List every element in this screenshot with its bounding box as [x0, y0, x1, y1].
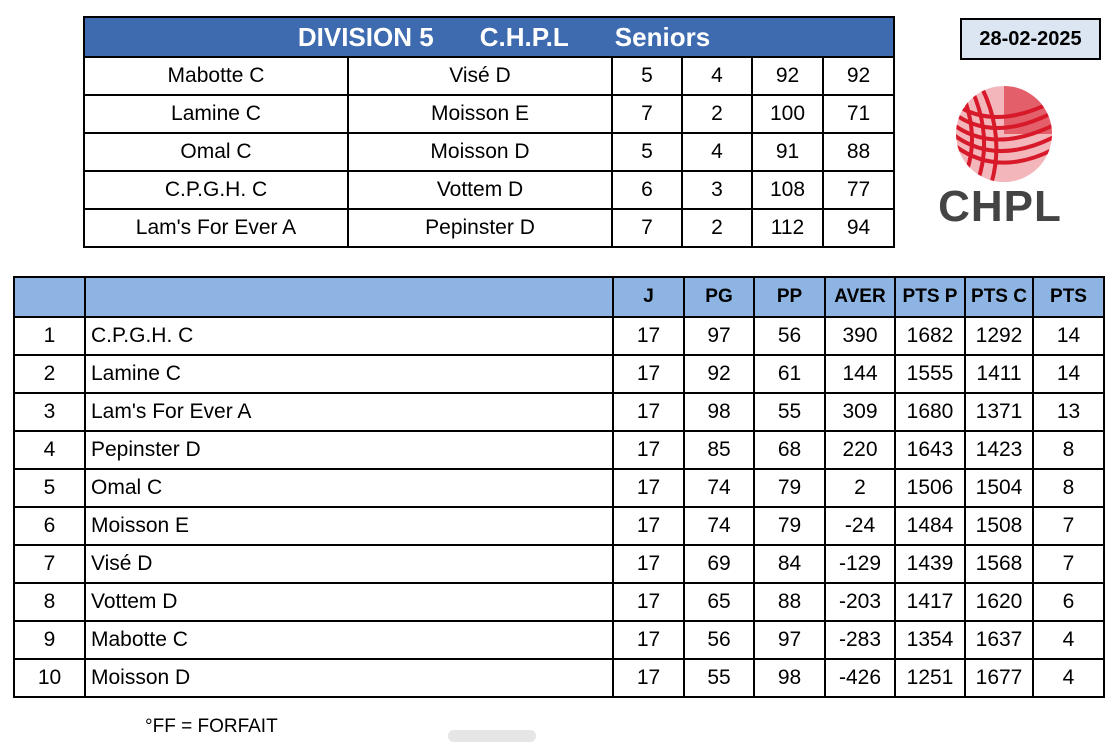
j-value: 17 [613, 507, 684, 545]
standings-row [14, 317, 1104, 355]
home-wins: 6 [612, 171, 682, 209]
away-score: 71 [823, 95, 894, 133]
home-score: 92 [752, 57, 823, 95]
pp-value: 84 [754, 545, 825, 583]
home-wins: 5 [612, 133, 682, 171]
aver-value: -129 [825, 545, 895, 583]
away-team: Moisson E [348, 95, 612, 133]
pts-c-value: 1677 [965, 659, 1033, 697]
home-score: 108 [752, 171, 823, 209]
pts-p-value: 1643 [895, 431, 965, 469]
aver-value: -203 [825, 583, 895, 621]
pts-c-value: 1620 [965, 583, 1033, 621]
pts-c-value: 1371 [965, 393, 1033, 431]
footnote: °FF = FORFAIT [145, 716, 278, 737]
rank: 7 [14, 545, 85, 583]
pts-p-value: 1354 [895, 621, 965, 659]
home-score: 100 [752, 95, 823, 133]
chpl-ball-logo-icon [942, 82, 1062, 192]
rank: 5 [14, 469, 85, 507]
standings-row [14, 583, 1104, 621]
header-pp: PP [754, 277, 825, 317]
aver-value: 309 [825, 393, 895, 431]
team-name: Vottem D [85, 583, 613, 621]
pp-value: 98 [754, 659, 825, 697]
pg-value: 74 [684, 507, 754, 545]
away-team: Pepinster D [348, 209, 612, 247]
header-rank [14, 277, 85, 317]
away-team: Visé D [348, 57, 612, 95]
home-team: Mabotte C [84, 57, 348, 95]
pp-value: 97 [754, 621, 825, 659]
header-pts-p: PTS P [895, 277, 965, 317]
team-name: Omal C [85, 469, 613, 507]
j-value: 17 [613, 393, 684, 431]
pp-value: 56 [754, 317, 825, 355]
standings-row [14, 545, 1104, 583]
result-row [84, 57, 894, 95]
aver-value: -283 [825, 621, 895, 659]
pp-value: 88 [754, 583, 825, 621]
rank: 9 [14, 621, 85, 659]
header-team [85, 277, 613, 317]
aver-value: 2 [825, 469, 895, 507]
pts-value: 8 [1033, 469, 1104, 507]
standings-row [14, 507, 1104, 545]
header-pts-c: PTS C [965, 277, 1033, 317]
away-wins: 3 [682, 171, 752, 209]
home-team: C.P.G.H. C [84, 171, 348, 209]
team-name: C.P.G.H. C [85, 317, 613, 355]
pts-p-value: 1682 [895, 317, 965, 355]
standings-row [14, 431, 1104, 469]
away-wins: 2 [682, 209, 752, 247]
away-team: Moisson D [348, 133, 612, 171]
team-name: Visé D [85, 545, 613, 583]
home-team: Omal C [84, 133, 348, 171]
pts-value: 13 [1033, 393, 1104, 431]
standings-header [14, 277, 1104, 317]
team-name: Lam's For Ever A [85, 393, 613, 431]
league-label: C.H.P.L [479, 21, 569, 52]
away-wins: 4 [682, 57, 752, 95]
result-row [84, 95, 894, 133]
j-value: 17 [613, 431, 684, 469]
pts-c-value: 1292 [965, 317, 1033, 355]
pg-value: 69 [684, 545, 754, 583]
pts-value: 7 [1033, 507, 1104, 545]
header-j: J [613, 277, 684, 317]
away-score: 88 [823, 133, 894, 171]
pts-p-value: 1484 [895, 507, 965, 545]
standings-row [14, 659, 1104, 697]
pts-value: 7 [1033, 545, 1104, 583]
pts-p-value: 1251 [895, 659, 965, 697]
standings-table [13, 276, 1105, 698]
chpl-logo [930, 82, 1080, 232]
rank: 3 [14, 393, 85, 431]
away-score: 77 [823, 171, 894, 209]
standings-row [14, 621, 1104, 659]
pg-value: 74 [684, 469, 754, 507]
header-pts: PTS [1033, 277, 1104, 317]
standings-row [14, 469, 1104, 507]
standings-row [14, 393, 1104, 431]
pg-value: 92 [684, 355, 754, 393]
home-team: Lamine C [84, 95, 348, 133]
pts-c-value: 1637 [965, 621, 1033, 659]
aver-value: -24 [825, 507, 895, 545]
pts-p-value: 1417 [895, 583, 965, 621]
pp-value: 79 [754, 507, 825, 545]
j-value: 17 [613, 355, 684, 393]
pts-value: 14 [1033, 317, 1104, 355]
j-value: 17 [613, 469, 684, 507]
home-score: 91 [752, 133, 823, 171]
home-score: 112 [752, 209, 823, 247]
result-row [84, 133, 894, 171]
scrollbar[interactable] [448, 730, 536, 742]
pts-p-value: 1680 [895, 393, 965, 431]
j-value: 17 [613, 545, 684, 583]
category-label: Seniors [614, 21, 711, 52]
pts-c-value: 1504 [965, 469, 1033, 507]
aver-value: 390 [825, 317, 895, 355]
pg-value: 85 [684, 431, 754, 469]
division-title [84, 17, 894, 57]
pts-p-value: 1506 [895, 469, 965, 507]
away-score: 94 [823, 209, 894, 247]
aver-value: 144 [825, 355, 895, 393]
rank: 4 [14, 431, 85, 469]
rank: 10 [14, 659, 85, 697]
pg-value: 97 [684, 317, 754, 355]
pts-p-value: 1439 [895, 545, 965, 583]
results-table [83, 16, 895, 248]
standings-row [14, 355, 1104, 393]
rank: 6 [14, 507, 85, 545]
team-name: Pepinster D [85, 431, 613, 469]
pts-c-value: 1423 [965, 431, 1033, 469]
pp-value: 55 [754, 393, 825, 431]
rank: 8 [14, 583, 85, 621]
pp-value: 68 [754, 431, 825, 469]
home-wins: 7 [612, 209, 682, 247]
date-box: 28-02-2025 [960, 18, 1101, 60]
pg-value: 98 [684, 393, 754, 431]
team-name: Moisson D [85, 659, 613, 697]
aver-value: 220 [825, 431, 895, 469]
pts-p-value: 1555 [895, 355, 965, 393]
team-name: Moisson E [85, 507, 613, 545]
away-team: Vottem D [348, 171, 612, 209]
home-wins: 5 [612, 57, 682, 95]
home-team: Lam's For Ever A [84, 209, 348, 247]
pts-value: 8 [1033, 431, 1104, 469]
pg-value: 55 [684, 659, 754, 697]
pts-value: 4 [1033, 659, 1104, 697]
rank: 2 [14, 355, 85, 393]
j-value: 17 [613, 659, 684, 697]
pts-c-value: 1568 [965, 545, 1033, 583]
pts-c-value: 1508 [965, 507, 1033, 545]
j-value: 17 [613, 621, 684, 659]
away-score: 92 [823, 57, 894, 95]
pts-value: 4 [1033, 621, 1104, 659]
result-row [84, 171, 894, 209]
rank: 1 [14, 317, 85, 355]
team-name: Mabotte C [85, 621, 613, 659]
pts-c-value: 1411 [965, 355, 1033, 393]
pg-value: 56 [684, 621, 754, 659]
division-label: DIVISION 5 [297, 21, 434, 52]
header-aver: AVER [825, 277, 895, 317]
pg-value: 65 [684, 583, 754, 621]
pts-value: 14 [1033, 355, 1104, 393]
team-name: Lamine C [85, 355, 613, 393]
result-row [84, 209, 894, 247]
pp-value: 79 [754, 469, 825, 507]
header-pg: PG [684, 277, 754, 317]
results-header [84, 17, 894, 57]
away-wins: 4 [682, 133, 752, 171]
away-wins: 2 [682, 95, 752, 133]
pp-value: 61 [754, 355, 825, 393]
logo-text: CHPL [938, 182, 1062, 231]
j-value: 17 [613, 317, 684, 355]
pts-value: 6 [1033, 583, 1104, 621]
home-wins: 7 [612, 95, 682, 133]
j-value: 17 [613, 583, 684, 621]
aver-value: -426 [825, 659, 895, 697]
